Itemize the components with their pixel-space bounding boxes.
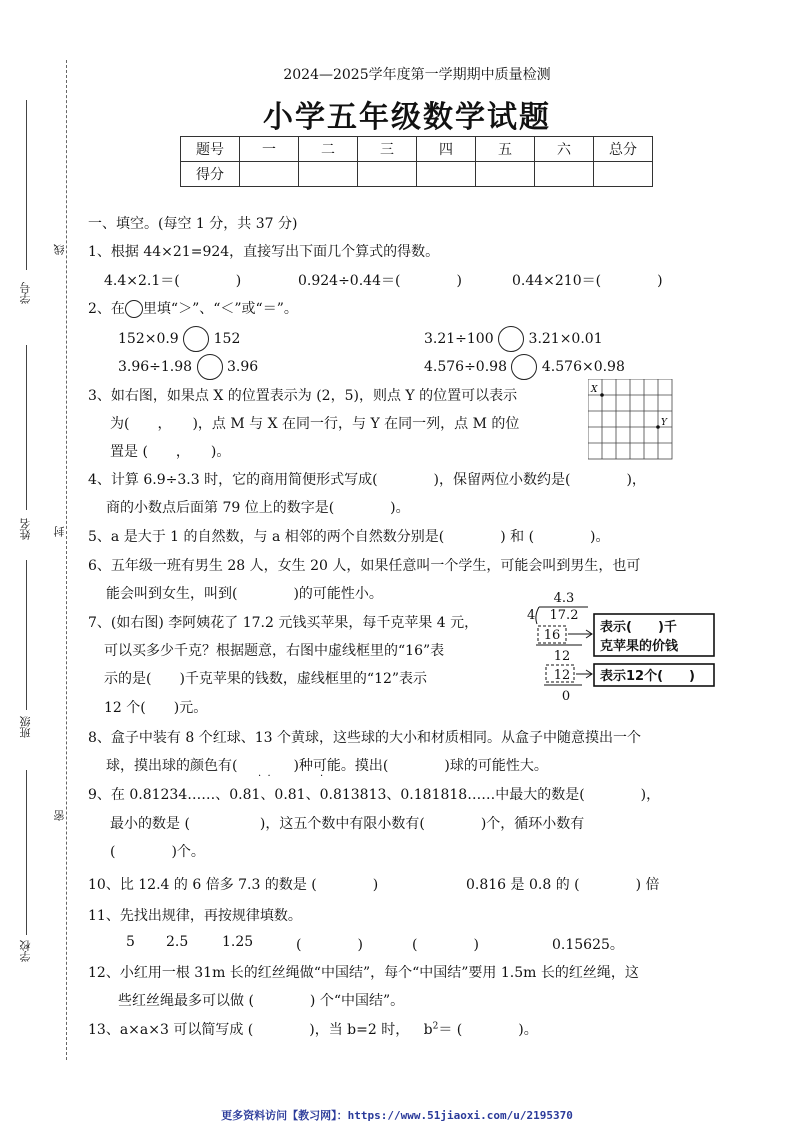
question-12-line2[interactable]: 些红丝绳最多可以做 ( ) 个“中国结”。: [118, 993, 405, 1009]
q13-part-c: ＝ ( )。: [438, 1022, 538, 1038]
compare-circle-input[interactable]: [511, 354, 537, 380]
score-cell: 五: [476, 137, 535, 162]
question-8-line2[interactable]: 球，摸出球的颜色有( )种可能。摸出( )球的可能性大。: [106, 758, 548, 774]
repeating-decimal-dot: ·: [320, 771, 324, 782]
score-cell: 三: [358, 137, 417, 162]
q1-blank-b[interactable]: 0.924÷0.44＝( ): [298, 273, 462, 289]
question-7-line1: 7、(如右图) 李阿姨花了 17.2 元钱买苹果，每千克苹果 4 元，: [88, 615, 479, 631]
grid-label-x: X: [591, 385, 598, 395]
question-3-line3[interactable]: 置是 ( ， )。: [110, 444, 231, 460]
question-7-line4[interactable]: 12 个( )元。: [104, 700, 208, 716]
compare-circle-input[interactable]: [197, 354, 223, 380]
division-12a: 12: [553, 649, 571, 664]
score-input-cell[interactable]: [358, 162, 417, 187]
section-heading: 一、填空。(每空 1 分，共 37 分): [88, 216, 298, 232]
side-blank-line: [26, 560, 27, 710]
question-11: 11、先找出规律，再按规律填数。: [88, 908, 302, 924]
point-y: [656, 425, 660, 429]
seq-item: 2.5: [166, 934, 189, 950]
footer-link[interactable]: 更多资料访问【教习网】：https://www.51jiaoxi.com/u/2195370: [221, 1109, 573, 1122]
binding-dashed-line: [66, 60, 67, 1060]
q2-expr: 152: [213, 331, 241, 347]
question-1: 1、根据 44×21=924，直接写出下面几个算式的得数。: [88, 244, 440, 260]
side-label-school: 学校: [19, 940, 32, 962]
question-13[interactable]: [88, 1019, 538, 1039]
score-table: [180, 136, 653, 187]
score-cell: 二: [299, 137, 358, 162]
q2-row2-left: [118, 354, 258, 380]
question-10-a[interactable]: 10、比 12.4 的 6 倍多 7.3 的数是 ( ): [88, 877, 379, 893]
q2-expr: 3.21÷100: [424, 331, 494, 347]
question-2: [88, 298, 298, 318]
score-input-cell[interactable]: [299, 162, 358, 187]
q2-suffix: 里填“＞”、“＜”或“＝”。: [142, 301, 298, 317]
side-blank-line: [26, 345, 27, 510]
question-9-line3[interactable]: ( )个。: [110, 844, 205, 860]
score-cell: 六: [535, 137, 594, 162]
point-x: [600, 393, 604, 397]
seq-blank[interactable]: ( ): [296, 937, 363, 953]
seq-item: 1.25: [222, 934, 254, 950]
seq-item: 5: [126, 934, 135, 950]
grid-label-y: Y: [661, 418, 667, 428]
division-0: 0: [561, 689, 571, 704]
question-3-line2[interactable]: 为( ， )，点 M 与 X 在同一行，与 Y 在同一列，点 M 的位: [110, 416, 520, 432]
score-cell: 四: [417, 137, 476, 162]
question-3-line1: 3、如右图，如果点 X 的位置表示为 (2，5)，则点 Y 的位置可以表示: [88, 388, 518, 404]
question-12-line1: 12、小红用一根 31m 长的红丝绳做“中国结”，每个“中国结”要用 1.5m 长的红丝绳，这: [88, 965, 639, 981]
side-label-seal: 封: [53, 526, 66, 537]
q2-row1-right: [424, 326, 603, 352]
q2-row1-left: [118, 326, 240, 352]
question-9-line2[interactable]: 最小的数是 ( )，这五个数中有限小数有( )个，循环小数有: [110, 816, 585, 832]
question-4-line1[interactable]: 4、计算 6.9÷3.3 时，它的商用简便形式写成( )，保留两位小数约是( )，: [88, 472, 646, 488]
score-row-label: 得分: [181, 162, 240, 187]
box1-line1: 表示( )千: [600, 620, 677, 635]
q1-blank-a[interactable]: 4.4×2.1＝( ): [104, 273, 242, 289]
question-6-line1: 6、五年级一班有男生 28 人，女生 20 人，如果任意叫一个学生，可能会叫到男生，也可: [88, 558, 641, 574]
question-7-line3[interactable]: 示的是( )千克苹果的钱数，虚线框里的“12”表示: [104, 671, 428, 687]
box1-line2: 克苹果的价钱: [600, 639, 679, 654]
question-5[interactable]: 5、a 是大于 1 的自然数，与 a 相邻的两个自然数分别是( ) 和 ( )。: [88, 529, 610, 545]
coordinate-grid: [588, 379, 676, 463]
score-cell: 总分: [594, 137, 653, 162]
side-label-name: 姓名: [19, 518, 32, 540]
side-label-secret: 密: [53, 810, 66, 821]
q2-expr: 152×0.9: [118, 331, 179, 347]
q13-var-b: b: [423, 1022, 433, 1038]
compare-circle-input[interactable]: [498, 326, 524, 352]
division-16: 16: [543, 628, 561, 643]
q1-blank-c[interactable]: 0.44×210＝( ): [512, 273, 663, 289]
exam-title: 小学五年级数学试题: [263, 100, 551, 135]
repeating-decimal-dots: · ·: [258, 771, 271, 782]
score-cell: 一: [240, 137, 299, 162]
exam-subtitle: 2024—2025学年度第一学期期中质量检测: [283, 67, 551, 83]
question-9-line1[interactable]: 9、在 0.81234……、0.81、0.81、0.813813、0.181818……中最大的数是( )，: [88, 787, 661, 803]
q2-expr: 3.21×0.01: [528, 331, 603, 347]
score-input-cell[interactable]: [240, 162, 299, 187]
side-blank-line: [26, 770, 27, 935]
question-6-line2[interactable]: 能会叫到女生，叫到( )的可能性小。: [106, 586, 383, 602]
circle-icon: [125, 300, 143, 318]
division-quotient: 4.3: [553, 591, 575, 606]
score-input-cell[interactable]: [476, 162, 535, 187]
question-4-line2[interactable]: 商的小数点后面第 79 位上的数字是( )。: [106, 500, 410, 516]
question-10-b[interactable]: 0.816 是 0.8 的 ( ) 倍: [466, 877, 660, 893]
q2-prefix: 2、在: [88, 301, 125, 317]
box2-text: 表示12个( ): [600, 669, 695, 684]
score-input-cell[interactable]: [535, 162, 594, 187]
long-division-diagram: [522, 588, 722, 706]
seq-item: 0.15625。: [552, 937, 624, 953]
side-label-student-id: 学号: [19, 282, 32, 304]
question-7-line2: 可以买多少千克？根据题意，右图中虚线框里的“16”表: [104, 643, 445, 659]
side-label-line: 线: [53, 244, 66, 255]
q2-expr: 4.576÷0.98: [424, 359, 507, 375]
compare-circle-input[interactable]: [183, 326, 209, 352]
q13-superscript: 2: [432, 1021, 439, 1032]
score-table-score-row: [181, 162, 653, 187]
side-label-class: 班级: [19, 716, 32, 738]
division-dividend: 17.2: [549, 608, 579, 623]
score-table-header-row: [181, 137, 653, 162]
score-input-cell[interactable]: [594, 162, 653, 187]
q2-expr: 3.96: [226, 359, 259, 375]
division-divisor: 4: [527, 608, 536, 623]
question-8-line1: 8、盒子中装有 8 个红球、13 个黄球，这些球的大小和材质相同。从盒子中随意摸出一个: [88, 730, 641, 746]
q2-expr: 4.576×0.98: [541, 359, 625, 375]
q2-row2-right: [424, 354, 625, 380]
score-cell: 题号: [181, 137, 240, 162]
division-12b: 12: [553, 668, 571, 683]
seq-blank[interactable]: ( ): [412, 937, 479, 953]
q2-expr: 3.96÷1.98: [118, 359, 193, 375]
score-input-cell[interactable]: [417, 162, 476, 187]
q13-part-a: 13、a×a×3 可以简写成 ( )，当 b=2 时，: [88, 1022, 410, 1038]
